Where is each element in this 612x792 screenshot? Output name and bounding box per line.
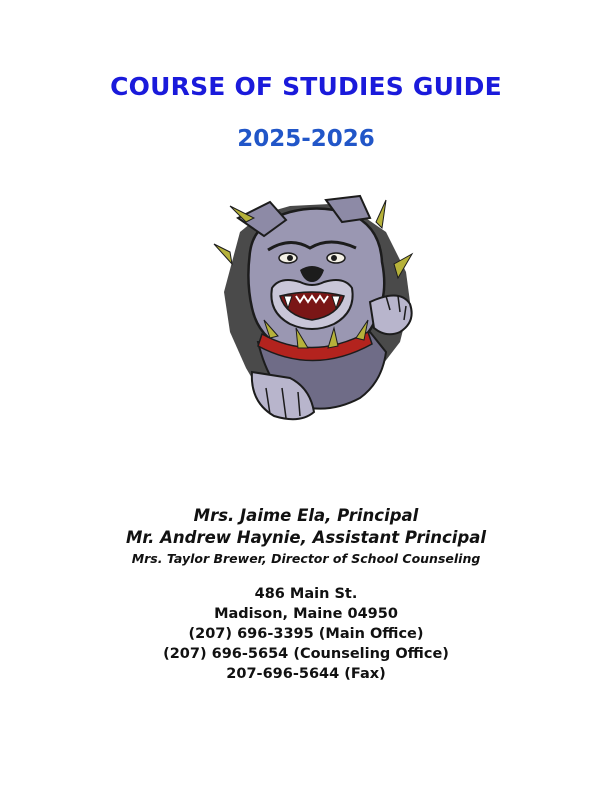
main-office-phone: (207) 696-3395 (Main Office) (188, 626, 424, 642)
staff-list (0, 505, 612, 569)
bulldog-mascot-icon (210, 192, 420, 424)
contact-block (0, 584, 612, 684)
counseling-director-name: Mrs. Taylor Brewer, Director of School Counseling (131, 551, 481, 566)
fax-number: 207-696-5644 (Fax) (226, 666, 386, 682)
city-state-zip: Madison, Maine 04950 (214, 606, 398, 622)
principal-name: Mrs. Jaime Ela, Principal (193, 506, 419, 525)
assistant-principal-name: Mr. Andrew Haynie, Assistant Principal (125, 528, 487, 547)
school-year: 2025-2026 (237, 126, 375, 152)
counseling-office-phone: (207) 696-5654 (Counseling Office) (163, 646, 449, 662)
street-address: 486 Main St. (254, 586, 358, 602)
document-title: COURSE OF STUDIES GUIDE (110, 72, 502, 101)
